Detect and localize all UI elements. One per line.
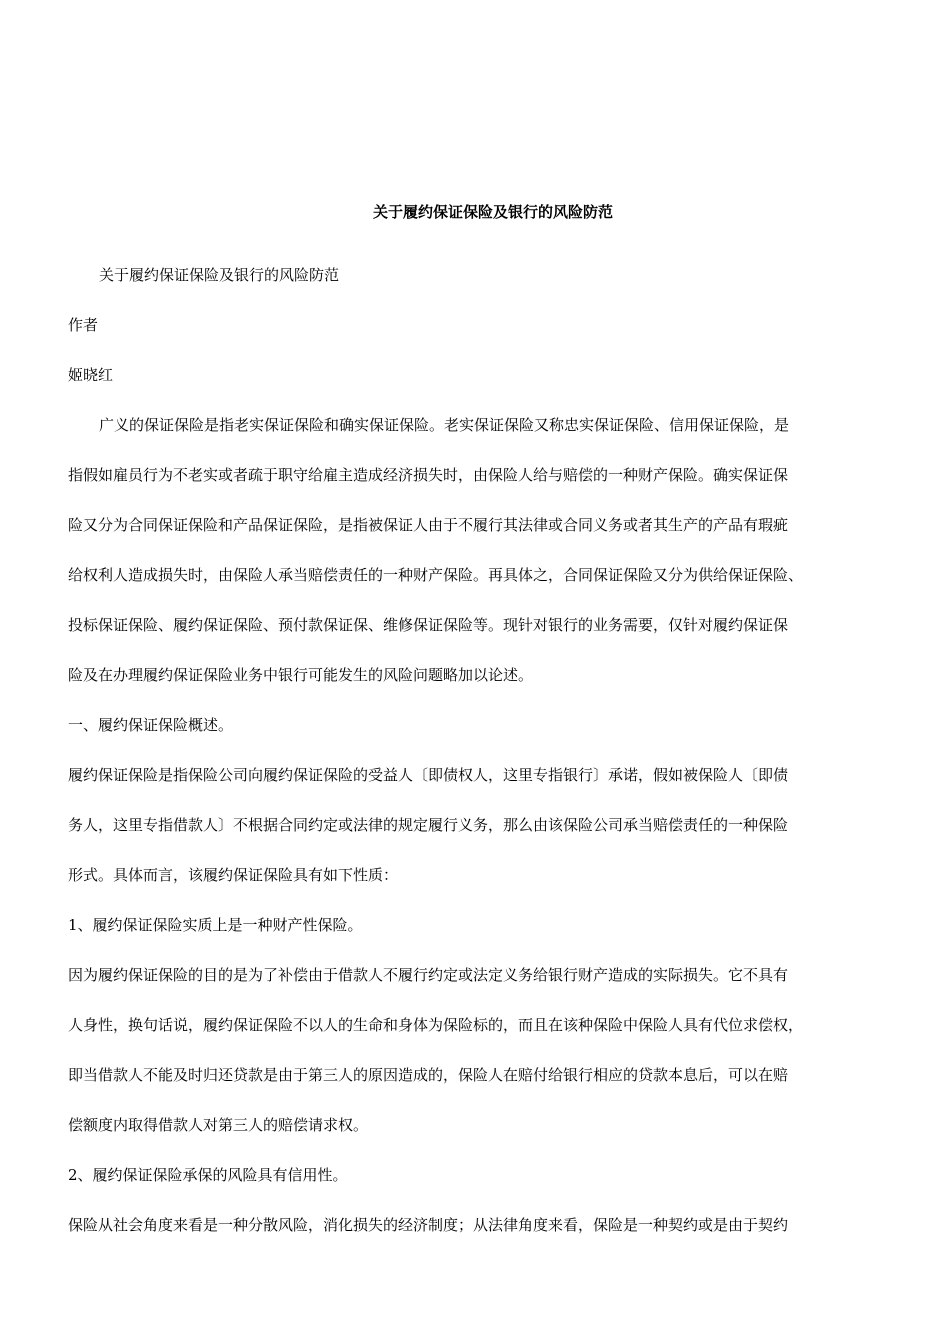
document-title: 关于履约保证保险及银行的风险防范 (372, 203, 613, 221)
paragraph-line: 即当借款人不能及时归还贷款是由于第三人的原因造成的，保险人在赔付给银行相应的贷款本息后，可以在赔 (68, 1066, 789, 1084)
author-name (68, 350, 880, 400)
document-subtitle (68, 250, 911, 300)
author-label-text: 作者 (68, 316, 99, 334)
paragraph-line: 投标保证保险、履约保证保险、预付款保证保、维修保证保险等。现针对银行的业务需要，仅针对履约保证保 (68, 616, 789, 634)
author-label (68, 300, 880, 350)
item-heading-1 (68, 900, 880, 950)
paragraph-property-insurance (68, 950, 880, 1150)
paragraph-line: 保险从社会角度来看是一种分散风险，消化损失的经济制度；从法律角度来看，保险是一种契约或是由于契约 (68, 1216, 789, 1234)
paragraph-line: 偿额度内取得借款人对第三人的赔偿请求权。 (68, 1116, 369, 1134)
subtitle-line: 关于履约保证保险及银行的风险防范 (99, 266, 340, 284)
paragraph-intro (68, 400, 880, 700)
section-heading-1 (68, 700, 880, 750)
paragraph-line: 指假如雇员行为不老实或者疏于职守给雇主造成经济损失时，由保险人给与赔偿的一种财产保险。确实保证保 (68, 466, 789, 484)
paragraph-line: 险又分为合同保证保险和产品保证保险，是指被保证人由于不履行其法律或合同义务或者其生产的产品有瑕疵 (68, 516, 789, 534)
section-heading-text: 一、履约保证保险概述。 (68, 716, 234, 734)
item-heading-2 (68, 1150, 880, 1200)
paragraph-line: 履约保证保险是指保险公司向履约保证保险的受益人〔即债权人，这里专指银行〕承诺，假如被保险人〔即债 (68, 766, 789, 784)
paragraph-line: 险及在办理履约保证保险业务中银行可能发生的风险问题略加以论述。 (68, 666, 534, 684)
paragraph-line: 务人，这里专指借款人〕不根据合同约定或法律的规定履行义务，那么由该保险公司承当赔偿责任的一种保险 (68, 816, 789, 834)
paragraph-line: 给权利人造成损失时，由保险人承当赔偿责任的一种财产保险。再具体之，合同保证保险又分为供给保证保险、 (68, 566, 804, 584)
paragraph-line: 人身性，换句话说，履约保证保险不以人的生命和身体为保险标的，而且在该种保险中保险人具有代位求偿权， (68, 1016, 804, 1034)
item-heading-text: 2、履约保证保险承保的风险具有信用性。 (68, 1166, 348, 1184)
item-heading-text: 1、履约保证保险实质上是一种财产性保险。 (68, 916, 363, 934)
paragraph-definition (68, 750, 880, 900)
paragraph-credit-risk (68, 1200, 880, 1250)
paragraph-line: 形式。具体而言，该履约保证保险具有如下性质： (68, 866, 399, 884)
author-name-text: 姬晓红 (68, 366, 114, 384)
paragraph-line: 广义的保证保险是指老实保证保险和确实保证保险。老实保证保险又称忠实保证保险、信用保证保险，是 (99, 416, 790, 434)
paragraph-line: 因为履约保证保险的目的是为了补偿由于借款人不履行约定或法定义务给银行财产造成的实际损失。它不具有 (68, 966, 789, 984)
